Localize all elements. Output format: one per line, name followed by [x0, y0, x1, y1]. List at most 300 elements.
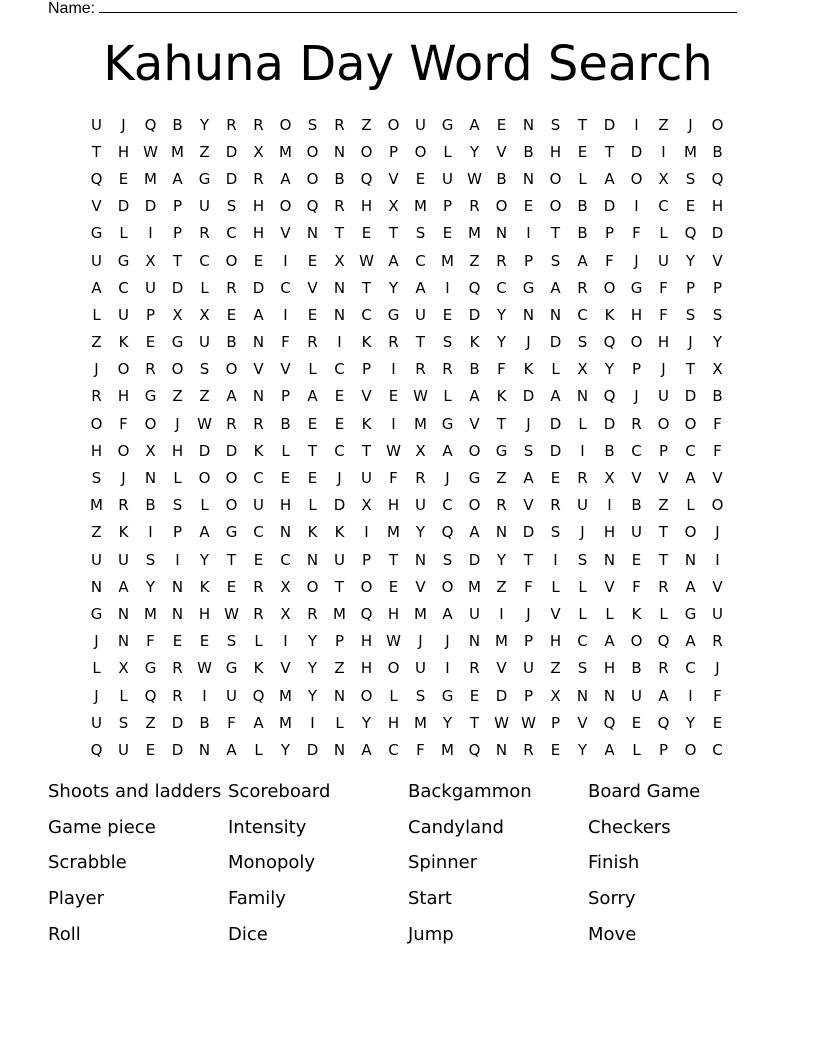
grid-letter[interactable]: C: [253, 469, 264, 488]
grid-letter[interactable]: V: [469, 414, 480, 433]
grid-letter[interactable]: C: [442, 496, 453, 515]
grid-letter[interactable]: J: [715, 523, 720, 542]
grid-letter[interactable]: R: [172, 659, 183, 678]
grid-letter[interactable]: D: [468, 305, 481, 324]
grid-letter[interactable]: C: [388, 740, 399, 759]
grid-letter[interactable]: I: [445, 659, 450, 678]
grid-letter[interactable]: E: [685, 197, 696, 216]
grid-letter[interactable]: O: [306, 142, 319, 161]
grid-letter[interactable]: R: [226, 414, 237, 433]
grid-letter[interactable]: W: [413, 387, 428, 406]
grid-letter[interactable]: E: [361, 224, 372, 243]
grid-letter[interactable]: T: [388, 550, 399, 569]
grid-letter[interactable]: H: [198, 604, 211, 623]
grid-letter[interactable]: I: [445, 278, 450, 297]
grid-letter[interactable]: F: [713, 414, 722, 433]
grid-letter[interactable]: E: [334, 387, 345, 406]
grid-letter[interactable]: F: [227, 713, 236, 732]
grid-letter[interactable]: N: [333, 305, 346, 324]
grid-letter[interactable]: N: [279, 523, 292, 542]
grid-letter[interactable]: R: [577, 469, 588, 488]
grid-letter[interactable]: G: [144, 659, 157, 678]
grid-letter[interactable]: X: [415, 441, 426, 460]
grid-letter[interactable]: M: [144, 169, 157, 188]
grid-letter[interactable]: X: [577, 360, 588, 379]
grid-letter[interactable]: X: [361, 496, 372, 515]
grid-letter[interactable]: V: [253, 360, 264, 379]
grid-letter[interactable]: H: [603, 659, 616, 678]
grid-letter[interactable]: J: [94, 632, 99, 651]
grid-letter[interactable]: N: [171, 604, 184, 623]
grid-letter[interactable]: T: [604, 142, 615, 161]
grid-letter[interactable]: U: [118, 550, 129, 569]
grid-letter[interactable]: G: [144, 387, 157, 406]
grid-letter[interactable]: S: [550, 115, 561, 134]
grid-letter[interactable]: V: [604, 577, 615, 596]
grid-letter[interactable]: N: [333, 278, 346, 297]
grid-letter[interactable]: R: [118, 496, 129, 515]
grid-letter[interactable]: H: [117, 387, 130, 406]
grid-letter[interactable]: Y: [145, 577, 156, 596]
grid-letter[interactable]: A: [199, 523, 210, 542]
grid-letter[interactable]: U: [91, 713, 102, 732]
grid-letter[interactable]: Q: [603, 713, 616, 732]
grid-letter[interactable]: J: [94, 360, 99, 379]
grid-letter[interactable]: B: [226, 333, 237, 352]
grid-letter[interactable]: D: [468, 550, 481, 569]
grid-letter[interactable]: T: [172, 251, 183, 270]
grid-letter[interactable]: X: [118, 659, 129, 678]
grid-letter[interactable]: C: [685, 441, 696, 460]
grid-letter[interactable]: Z: [334, 659, 345, 678]
grid-letter[interactable]: L: [200, 278, 209, 297]
grid-letter[interactable]: H: [360, 659, 373, 678]
grid-letter[interactable]: Q: [603, 387, 616, 406]
grid-letter[interactable]: H: [252, 197, 265, 216]
grid-letter[interactable]: Z: [658, 115, 669, 134]
grid-letter[interactable]: I: [607, 496, 612, 515]
grid-letter[interactable]: E: [577, 142, 588, 161]
grid-letter[interactable]: H: [711, 197, 724, 216]
grid-letter[interactable]: L: [578, 604, 587, 623]
grid-letter[interactable]: H: [90, 441, 103, 460]
grid-letter[interactable]: Y: [280, 740, 291, 759]
grid-letter[interactable]: Z: [172, 387, 183, 406]
grid-letter[interactable]: L: [254, 740, 263, 759]
grid-letter[interactable]: O: [603, 278, 616, 297]
grid-letter[interactable]: R: [334, 115, 345, 134]
grid-letter[interactable]: G: [684, 604, 697, 623]
grid-letter[interactable]: K: [469, 333, 480, 352]
grid-letter[interactable]: W: [224, 604, 239, 623]
grid-letter[interactable]: U: [118, 305, 129, 324]
grid-letter[interactable]: L: [281, 441, 290, 460]
grid-letter[interactable]: M: [495, 632, 508, 651]
grid-letter[interactable]: D: [144, 197, 157, 216]
grid-letter[interactable]: Z: [469, 251, 480, 270]
grid-letter[interactable]: X: [280, 577, 291, 596]
grid-letter[interactable]: T: [226, 550, 237, 569]
grid-letter[interactable]: W: [386, 632, 401, 651]
grid-letter[interactable]: O: [711, 115, 724, 134]
grid-letter[interactable]: D: [333, 496, 346, 515]
grid-letter[interactable]: L: [254, 632, 263, 651]
grid-letter[interactable]: L: [578, 577, 587, 596]
grid-letter[interactable]: T: [334, 224, 345, 243]
grid-letter[interactable]: V: [712, 577, 723, 596]
grid-letter[interactable]: D: [225, 169, 238, 188]
grid-letter[interactable]: L: [632, 740, 641, 759]
grid-letter[interactable]: U: [469, 604, 480, 623]
grid-letter[interactable]: U: [253, 496, 264, 515]
grid-letter[interactable]: B: [712, 142, 723, 161]
grid-letter[interactable]: P: [361, 360, 372, 379]
grid-letter[interactable]: A: [469, 115, 480, 134]
grid-letter[interactable]: C: [280, 550, 291, 569]
grid-letter[interactable]: Y: [685, 713, 696, 732]
grid-letter[interactable]: E: [172, 632, 183, 651]
grid-letter[interactable]: E: [118, 169, 129, 188]
grid-letter[interactable]: O: [630, 333, 643, 352]
grid-letter[interactable]: P: [523, 632, 534, 651]
grid-letter[interactable]: O: [711, 496, 724, 515]
grid-letter[interactable]: V: [712, 251, 723, 270]
grid-letter[interactable]: U: [712, 604, 723, 623]
grid-letter[interactable]: O: [144, 414, 157, 433]
grid-letter[interactable]: C: [253, 523, 264, 542]
grid-letter[interactable]: T: [334, 577, 345, 596]
grid-letter[interactable]: R: [199, 224, 210, 243]
grid-letter[interactable]: B: [577, 224, 588, 243]
grid-letter[interactable]: F: [659, 278, 668, 297]
grid-letter[interactable]: L: [578, 414, 587, 433]
grid-letter[interactable]: U: [91, 251, 102, 270]
grid-letter[interactable]: O: [225, 469, 238, 488]
grid-letter[interactable]: E: [199, 632, 210, 651]
grid-letter[interactable]: N: [468, 632, 481, 651]
grid-letter[interactable]: D: [198, 441, 211, 460]
grid-letter[interactable]: H: [549, 632, 562, 651]
grid-letter[interactable]: Q: [90, 169, 103, 188]
grid-letter[interactable]: I: [391, 360, 396, 379]
grid-letter[interactable]: V: [496, 142, 507, 161]
grid-letter[interactable]: Y: [496, 550, 507, 569]
grid-letter[interactable]: Y: [496, 305, 507, 324]
grid-letter[interactable]: E: [631, 550, 642, 569]
grid-letter[interactable]: A: [388, 251, 399, 270]
grid-letter[interactable]: O: [387, 659, 400, 678]
grid-letter[interactable]: F: [389, 469, 398, 488]
grid-letter[interactable]: U: [145, 278, 156, 297]
grid-letter[interactable]: C: [118, 278, 129, 297]
grid-letter[interactable]: Z: [91, 523, 102, 542]
grid-letter[interactable]: W: [386, 441, 401, 460]
grid-letter[interactable]: U: [442, 169, 453, 188]
grid-letter[interactable]: D: [225, 142, 238, 161]
grid-letter[interactable]: Q: [441, 523, 454, 542]
grid-letter[interactable]: D: [630, 142, 643, 161]
grid-letter[interactable]: G: [225, 659, 238, 678]
grid-letter[interactable]: J: [715, 659, 720, 678]
grid-letter[interactable]: L: [605, 604, 614, 623]
grid-letter[interactable]: P: [550, 713, 561, 732]
grid-letter[interactable]: T: [91, 142, 102, 161]
grid-letter[interactable]: P: [172, 523, 183, 542]
grid-letter[interactable]: J: [688, 333, 693, 352]
grid-letter[interactable]: O: [495, 197, 508, 216]
grid-letter[interactable]: L: [308, 360, 317, 379]
grid-letter[interactable]: Y: [361, 713, 372, 732]
grid-letter[interactable]: B: [496, 169, 507, 188]
grid-letter[interactable]: M: [414, 713, 427, 732]
grid-letter[interactable]: Q: [90, 740, 103, 759]
grid-letter[interactable]: L: [659, 224, 668, 243]
grid-letter[interactable]: E: [307, 414, 318, 433]
grid-letter[interactable]: B: [199, 713, 210, 732]
grid-letter[interactable]: B: [523, 142, 534, 161]
grid-letter[interactable]: R: [253, 414, 264, 433]
grid-letter[interactable]: R: [253, 577, 264, 596]
grid-letter[interactable]: E: [334, 414, 345, 433]
grid-letter[interactable]: D: [171, 713, 184, 732]
grid-letter[interactable]: N: [549, 305, 562, 324]
grid-letter[interactable]: J: [94, 686, 99, 705]
grid-letter[interactable]: U: [415, 496, 426, 515]
grid-letter[interactable]: L: [443, 142, 452, 161]
grid-letter[interactable]: D: [711, 224, 724, 243]
grid-letter[interactable]: A: [469, 523, 480, 542]
grid-letter[interactable]: F: [659, 305, 668, 324]
grid-letter[interactable]: N: [603, 550, 616, 569]
grid-letter[interactable]: S: [550, 523, 561, 542]
grid-letter[interactable]: Z: [145, 713, 156, 732]
grid-letter[interactable]: S: [577, 550, 588, 569]
grid-letter[interactable]: Z: [199, 142, 210, 161]
grid-letter[interactable]: A: [604, 169, 615, 188]
grid-letter[interactable]: R: [388, 333, 399, 352]
grid-letter[interactable]: V: [388, 169, 399, 188]
grid-letter[interactable]: M: [333, 604, 346, 623]
grid-letter[interactable]: I: [661, 142, 666, 161]
grid-letter[interactable]: B: [469, 360, 480, 379]
grid-letter[interactable]: P: [334, 632, 345, 651]
grid-letter[interactable]: A: [604, 740, 615, 759]
grid-letter[interactable]: R: [415, 469, 426, 488]
grid-letter[interactable]: H: [603, 523, 616, 542]
grid-letter[interactable]: C: [280, 278, 291, 297]
grid-letter[interactable]: S: [523, 441, 534, 460]
grid-letter[interactable]: C: [712, 740, 723, 759]
grid-letter[interactable]: T: [577, 115, 588, 134]
grid-letter[interactable]: G: [522, 278, 535, 297]
grid-letter[interactable]: U: [334, 550, 345, 569]
grid-letter[interactable]: S: [145, 550, 156, 569]
grid-letter[interactable]: I: [148, 224, 153, 243]
grid-letter[interactable]: O: [684, 414, 697, 433]
grid-letter[interactable]: R: [658, 659, 669, 678]
grid-letter[interactable]: V: [577, 713, 588, 732]
grid-letter[interactable]: O: [549, 197, 562, 216]
grid-letter[interactable]: H: [549, 142, 562, 161]
grid-letter[interactable]: E: [388, 577, 399, 596]
grid-letter[interactable]: B: [577, 197, 588, 216]
grid-letter[interactable]: Y: [712, 333, 723, 352]
grid-letter[interactable]: O: [630, 169, 643, 188]
grid-letter[interactable]: N: [414, 550, 427, 569]
grid-letter[interactable]: Q: [252, 686, 265, 705]
grid-letter[interactable]: S: [712, 305, 723, 324]
grid-letter[interactable]: O: [468, 496, 481, 515]
grid-letter[interactable]: J: [634, 251, 639, 270]
grid-letter[interactable]: J: [526, 414, 531, 433]
grid-letter[interactable]: I: [553, 550, 558, 569]
grid-letter[interactable]: L: [389, 686, 398, 705]
grid-letter[interactable]: L: [551, 577, 560, 596]
grid-letter[interactable]: O: [684, 740, 697, 759]
grid-letter[interactable]: D: [171, 278, 184, 297]
grid-letter[interactable]: M: [387, 523, 400, 542]
grid-letter[interactable]: K: [118, 333, 129, 352]
grid-letter[interactable]: G: [495, 441, 508, 460]
grid-letter[interactable]: X: [388, 197, 399, 216]
grid-letter[interactable]: P: [172, 197, 183, 216]
grid-letter[interactable]: I: [391, 414, 396, 433]
grid-letter[interactable]: U: [631, 523, 642, 542]
grid-letter[interactable]: G: [225, 523, 238, 542]
grid-letter[interactable]: G: [441, 115, 454, 134]
grid-letter[interactable]: T: [361, 441, 372, 460]
grid-letter[interactable]: F: [119, 414, 128, 433]
grid-letter[interactable]: Y: [415, 523, 426, 542]
grid-letter[interactable]: I: [715, 550, 720, 569]
grid-letter[interactable]: Y: [604, 360, 615, 379]
grid-letter[interactable]: P: [172, 224, 183, 243]
grid-letter[interactable]: J: [580, 523, 585, 542]
grid-letter[interactable]: S: [685, 169, 696, 188]
grid-letter[interactable]: T: [550, 224, 561, 243]
grid-letter[interactable]: R: [712, 632, 723, 651]
grid-letter[interactable]: O: [684, 523, 697, 542]
grid-letter[interactable]: S: [415, 224, 426, 243]
grid-letter[interactable]: E: [550, 469, 561, 488]
grid-letter[interactable]: J: [526, 604, 531, 623]
grid-letter[interactable]: N: [306, 224, 319, 243]
grid-letter[interactable]: E: [496, 115, 507, 134]
grid-letter[interactable]: X: [145, 251, 156, 270]
grid-letter[interactable]: K: [199, 577, 210, 596]
grid-letter[interactable]: D: [495, 686, 508, 705]
grid-letter[interactable]: C: [631, 441, 642, 460]
grid-letter[interactable]: E: [307, 251, 318, 270]
grid-letter[interactable]: M: [279, 686, 292, 705]
grid-letter[interactable]: V: [91, 197, 102, 216]
grid-letter[interactable]: F: [524, 577, 533, 596]
grid-letter[interactable]: O: [90, 414, 103, 433]
grid-letter[interactable]: U: [577, 496, 588, 515]
grid-letter[interactable]: G: [630, 278, 643, 297]
grid-letter[interactable]: K: [361, 414, 372, 433]
grid-letter[interactable]: I: [526, 224, 531, 243]
grid-letter[interactable]: U: [199, 333, 210, 352]
grid-letter[interactable]: X: [172, 305, 183, 324]
grid-letter[interactable]: Y: [469, 142, 480, 161]
grid-letter[interactable]: X: [658, 169, 669, 188]
grid-letter[interactable]: U: [631, 686, 642, 705]
grid-letter[interactable]: S: [550, 251, 561, 270]
grid-letter[interactable]: U: [658, 251, 669, 270]
grid-letter[interactable]: R: [145, 360, 156, 379]
grid-letter[interactable]: M: [441, 251, 454, 270]
grid-letter[interactable]: Q: [144, 115, 157, 134]
grid-letter[interactable]: F: [146, 632, 155, 651]
grid-letter[interactable]: B: [604, 441, 615, 460]
grid-letter[interactable]: A: [469, 387, 480, 406]
grid-letter[interactable]: M: [468, 224, 481, 243]
grid-letter[interactable]: H: [387, 713, 400, 732]
grid-letter[interactable]: Z: [496, 469, 507, 488]
grid-letter[interactable]: F: [632, 224, 641, 243]
grid-letter[interactable]: D: [549, 441, 562, 460]
grid-letter[interactable]: E: [145, 740, 156, 759]
grid-letter[interactable]: B: [145, 496, 156, 515]
grid-letter[interactable]: R: [307, 333, 318, 352]
grid-letter[interactable]: H: [387, 496, 400, 515]
grid-letter[interactable]: Y: [307, 686, 318, 705]
grid-letter[interactable]: X: [199, 305, 210, 324]
grid-letter[interactable]: I: [310, 713, 315, 732]
grid-letter[interactable]: J: [445, 469, 450, 488]
grid-letter[interactable]: V: [307, 278, 318, 297]
grid-letter[interactable]: S: [577, 333, 588, 352]
grid-letter[interactable]: A: [523, 469, 534, 488]
grid-letter[interactable]: B: [334, 169, 345, 188]
grid-letter[interactable]: D: [522, 387, 535, 406]
grid-letter[interactable]: A: [685, 632, 696, 651]
grid-letter[interactable]: N: [198, 740, 211, 759]
grid-letter[interactable]: C: [226, 224, 237, 243]
grid-letter[interactable]: D: [603, 414, 616, 433]
grid-letter[interactable]: N: [144, 469, 157, 488]
grid-letter[interactable]: E: [307, 469, 318, 488]
grid-letter[interactable]: V: [658, 469, 669, 488]
grid-letter[interactable]: Q: [468, 278, 481, 297]
grid-letter[interactable]: V: [712, 469, 723, 488]
grid-letter[interactable]: Z: [658, 496, 669, 515]
grid-letter[interactable]: M: [468, 577, 481, 596]
grid-letter[interactable]: O: [279, 115, 292, 134]
grid-letter[interactable]: E: [253, 251, 264, 270]
grid-letter[interactable]: O: [279, 197, 292, 216]
grid-letter[interactable]: P: [658, 740, 669, 759]
grid-letter[interactable]: R: [550, 496, 561, 515]
grid-letter[interactable]: P: [361, 550, 372, 569]
grid-letter[interactable]: Y: [496, 333, 507, 352]
grid-letter[interactable]: I: [283, 251, 288, 270]
grid-letter[interactable]: I: [580, 441, 585, 460]
grid-letter[interactable]: O: [225, 360, 238, 379]
grid-letter[interactable]: Q: [711, 169, 724, 188]
grid-letter[interactable]: A: [91, 278, 102, 297]
grid-letter[interactable]: U: [91, 115, 102, 134]
grid-letter[interactable]: F: [416, 740, 425, 759]
grid-letter[interactable]: Y: [577, 740, 588, 759]
grid-letter[interactable]: L: [443, 387, 452, 406]
grid-letter[interactable]: Q: [360, 169, 373, 188]
grid-letter[interactable]: R: [469, 659, 480, 678]
grid-letter[interactable]: M: [279, 713, 292, 732]
grid-letter[interactable]: H: [360, 632, 373, 651]
grid-letter[interactable]: O: [360, 686, 373, 705]
